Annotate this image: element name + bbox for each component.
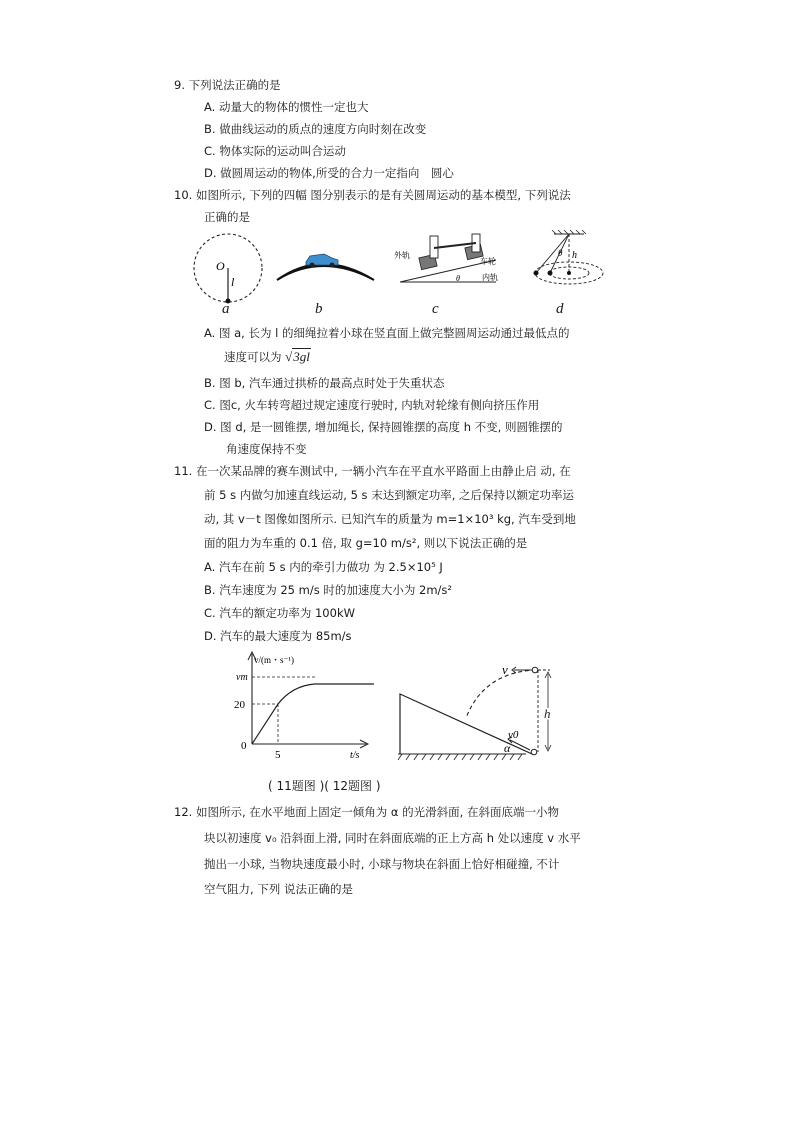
figure-c-train-curve (392, 228, 502, 288)
figure-a-vertical-circle (190, 228, 270, 308)
graph-xlabel: t/s (350, 750, 360, 761)
q10-stem-line1: 10. 如图所示, 下列的四幅 图分别表示的是有关圆周运动的基本模型, 下列说法 (174, 188, 571, 202)
q12-stem-line1: 12. 如图所示, 在水平地面上固定一倾角为 α 的光滑斜面, 在斜面底端一小物 (174, 805, 559, 819)
q11-stem-line4: 面的阻力为车重的 0.1 倍, 取 g=10 m/s², 则以下说法正确的是 (204, 536, 528, 550)
fig-c-outer-rail-label: 外轨 (394, 251, 410, 260)
q12-stem-line3: 抛出一小球, 当物块速度最小时, 小球与物块在斜面上恰好相碰撞, 不计 (204, 857, 560, 871)
q9-option-d: D. 做圆周运动的物体,所受的合力一定指向 圆心 (204, 166, 454, 180)
q9-stem: 9. 下列说法正确的是 (174, 78, 281, 92)
figure-b-arch-bridge (272, 240, 382, 290)
q11-option-d: D. 汽车的最大速度为 85m/s (204, 629, 352, 643)
fig12-v0-label: v0 (508, 729, 519, 741)
q11-stem-line2: 前 5 s 内做匀加速直线运动, 5 s 末达到额定功率, 之后保持以额定功率运 (204, 488, 575, 502)
q12-stem-line2: 块以初速度 v₀ 沿斜面上滑, 同时在斜面底端的正上方高 h 处以速度 v 水平 (204, 831, 581, 845)
fig12-alpha-label: α (504, 741, 511, 755)
fig-c-angle-label: θ (456, 274, 460, 283)
fig-d-height-label: h (572, 250, 577, 261)
q9-option-c: C. 物体实际的运动叫合运动 (204, 144, 346, 158)
q10-option-c: C. 图c, 火车转弯超过规定速度行驶时, 内轨对轮缘有侧向挤压作用 (204, 398, 540, 412)
fig12-v-label: v (502, 662, 508, 677)
figure-label-c: c (432, 301, 439, 317)
q10-stem-line2: 正确的是 (204, 210, 250, 224)
graph-x-tick-5: 5 (275, 749, 281, 761)
fig-d-angle-label: θ (558, 248, 563, 258)
q12-stem-line4: 空气阻力, 下列 说法正确的是 (204, 882, 353, 896)
q11-stem-line1: 11. 在一次某品牌的赛车测试中, 一辆小汽车在平直水平路面上由静止启 动, 在 (174, 464, 571, 478)
graph-origin-label: 0 (241, 740, 247, 752)
fig12-h-label: h (544, 706, 551, 721)
sqrt-expression: √3gl (285, 349, 310, 364)
fig-c-inner-rail-label: 内轨 (482, 273, 498, 282)
velocity-curve (252, 684, 374, 744)
q10-option-a-line2 (224, 349, 311, 365)
q11-stem-line3: 动, 其 v－t 图像如图所示. 已知汽车的质量为 m=1×10³ kg, 汽车受到地 (204, 512, 576, 526)
q10-option-d-line2: 角速度保持不变 (226, 442, 307, 456)
graph-ylabel: v/(m・s⁻¹) (254, 655, 294, 665)
fig-a-length-label: l (231, 275, 235, 289)
figure-caption: ( 11题图 )( 12题图 ) (268, 779, 381, 793)
q9-option-a: A. 动量大的物体的惯性一定也大 (204, 100, 369, 114)
q11-option-c: C. 汽车的额定功率为 100kW (204, 606, 355, 620)
q11-option-b: B. 汽车速度为 25 m/s 时的加速度大小为 2m/s² (204, 583, 453, 597)
graph-y-tick-20: 20 (234, 699, 245, 711)
figure-label-a: a (222, 301, 230, 317)
fig-c-wheel-label: 车轮 (480, 257, 496, 266)
figure-label-d: d (556, 301, 564, 317)
figure-label-b: b (315, 301, 323, 317)
q10-option-b: B. 图 b, 汽车通过拱桥的最高点时处于失重状态 (204, 376, 445, 390)
graph-vm-label: vm (236, 672, 248, 683)
q10-option-d-line1: D. 图 d, 是一圆锥摆, 增加绳长, 保持圆锥摆的高度 h 不变, 则圆锥摆的 (204, 420, 563, 434)
q11-option-a: A. 汽车在前 5 s 内的牵引力做功 为 2.5×10⁵ J (204, 560, 443, 574)
q11-vt-graph (228, 648, 374, 763)
fig-a-center-label: O (216, 259, 225, 273)
figure-d-conical-pendulum (516, 228, 606, 296)
q10-option-a-text: 速度可以为 (224, 350, 282, 364)
q12-trajectory (392, 660, 552, 764)
q9-option-b: B. 做曲线运动的质点的速度方向时刻在改变 (204, 122, 427, 136)
sqrt-radicand: 3gl (293, 349, 310, 364)
q10-option-a-line1: A. 图 a, 长为 l 的细绳拉着小球在竖直面上做完整圆周运动通过最低点的 (204, 326, 570, 340)
